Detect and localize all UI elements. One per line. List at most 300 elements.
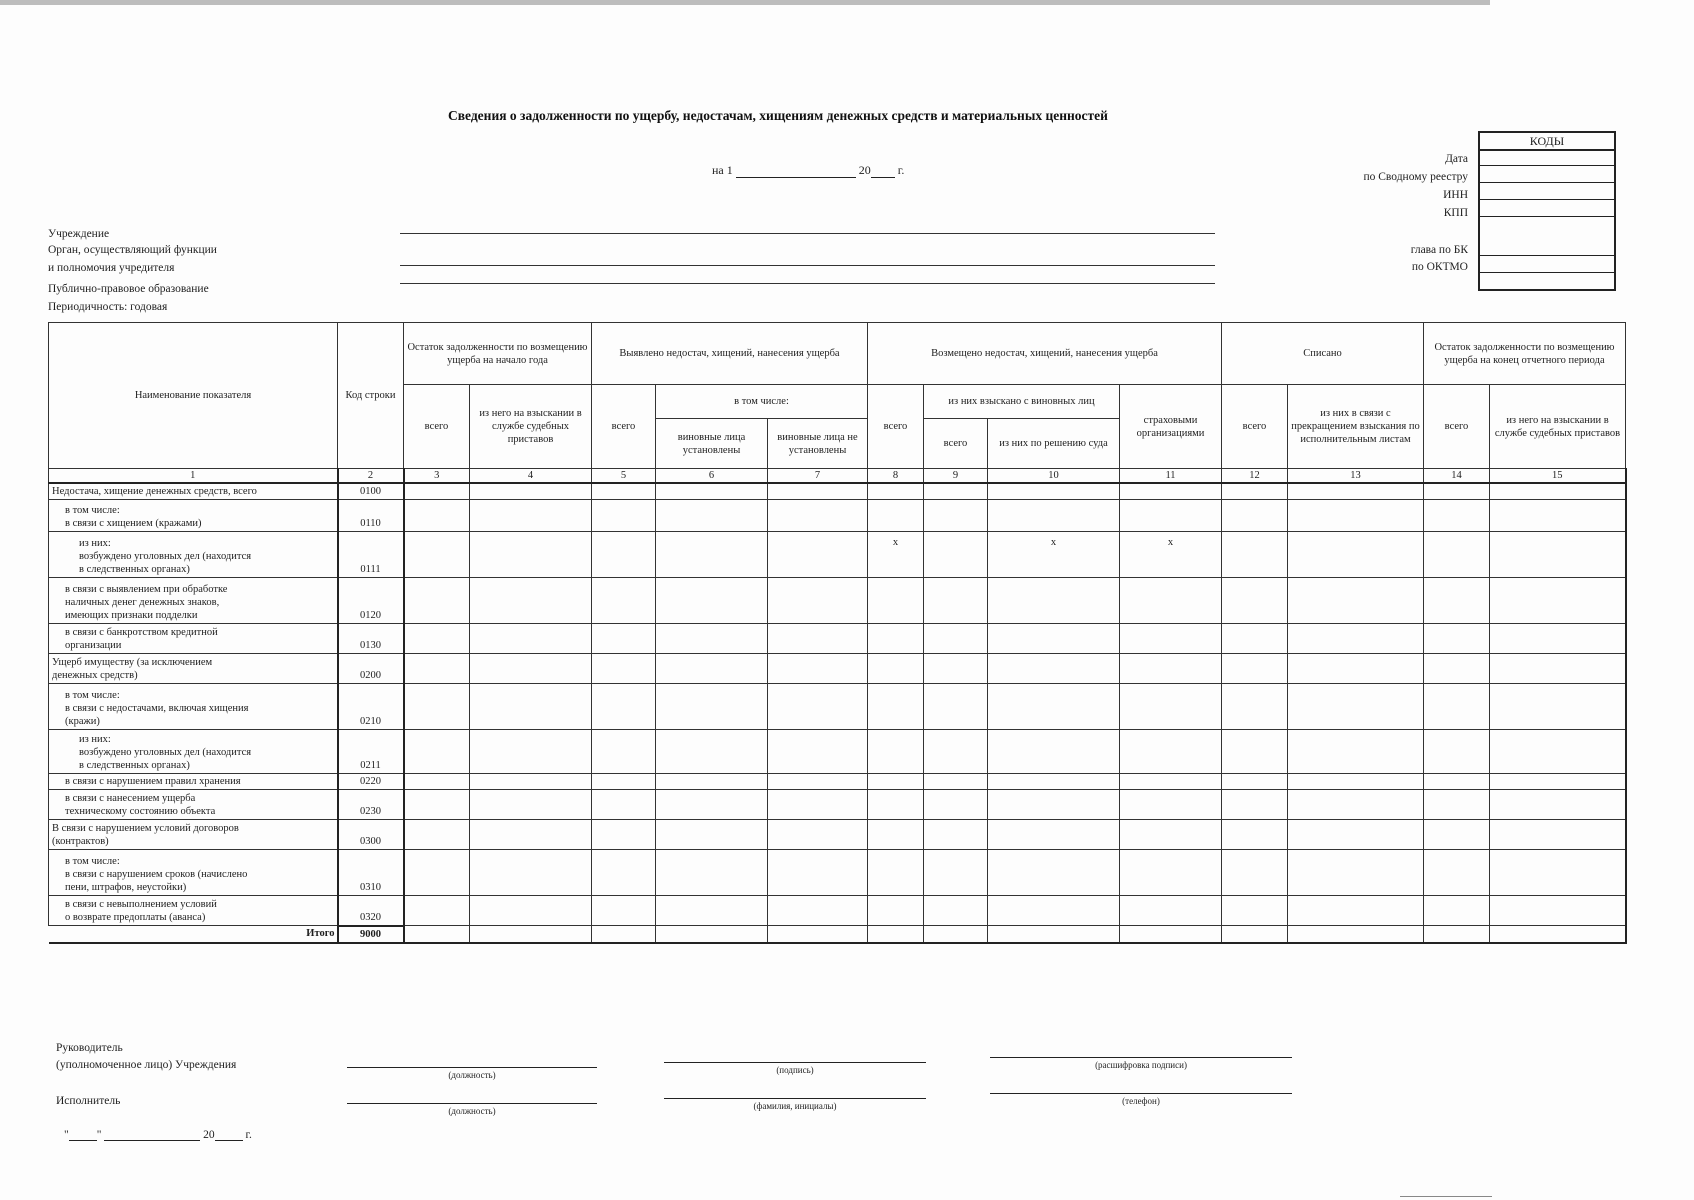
col-header-end-bailiffs: из него на взыскании в службе судебных приставов [1490, 385, 1626, 469]
value-cell[interactable] [924, 684, 988, 730]
executor-phone-field[interactable] [990, 1093, 1292, 1106]
codes-box [1478, 149, 1616, 291]
value-cell[interactable] [404, 820, 470, 850]
value-cell[interactable] [656, 790, 768, 820]
value-cell[interactable] [1120, 820, 1222, 850]
value-cell[interactable] [868, 500, 924, 532]
value-cell[interactable] [768, 532, 868, 578]
value-cell[interactable] [1490, 820, 1626, 850]
date-suffix: г. [245, 1129, 252, 1141]
table-row [49, 532, 1626, 578]
hint-signature: (подпись) [776, 1065, 814, 1075]
institution-label: Учреждение [48, 228, 110, 240]
value-cell[interactable] [1424, 624, 1490, 654]
value-cell[interactable] [1288, 850, 1424, 896]
table-row [49, 820, 1626, 850]
value-cell[interactable] [1424, 578, 1490, 624]
day-blank[interactable] [69, 1128, 97, 1141]
code-label-oktmo: по ОКТМО [1411, 261, 1468, 273]
value-cell[interactable] [1222, 850, 1288, 896]
value-cell[interactable] [1288, 820, 1424, 850]
value-cell[interactable] [656, 850, 768, 896]
total-code: 9000 [338, 926, 404, 943]
value-cell[interactable] [768, 896, 868, 926]
value-cell[interactable] [988, 820, 1120, 850]
group-header-start: Остаток задолженности по возмещению ущерба на начало года [404, 323, 592, 385]
value-cell[interactable] [868, 730, 924, 774]
col-header-wo-reason: из них в связи с прекращением взыскания по исполнительным листам [1288, 385, 1424, 469]
col-header-recovered-total: всего [924, 419, 988, 469]
value-cell[interactable] [1490, 684, 1626, 730]
authority-line [400, 265, 1215, 266]
table-row [49, 850, 1626, 896]
value-cell[interactable] [1490, 774, 1626, 790]
value-cell[interactable] [868, 483, 924, 500]
value-cell[interactable] [656, 500, 768, 532]
column-number: 3 [404, 469, 470, 484]
value-cell[interactable] [404, 578, 470, 624]
value-cell[interactable] [592, 483, 656, 500]
value-cell[interactable] [470, 483, 592, 500]
column-number: 10 [988, 469, 1120, 484]
report-table [48, 322, 1627, 944]
value-cell[interactable] [1288, 896, 1424, 926]
value-cell[interactable] [1222, 624, 1288, 654]
value-cell[interactable] [1490, 790, 1626, 820]
year-blank-2[interactable] [215, 1128, 243, 1141]
value-cell[interactable] [1288, 790, 1424, 820]
column-number: 4 [470, 469, 592, 484]
row-name: в том числе: в связи с хищением (кражами) [49, 500, 338, 532]
value-cell[interactable] [592, 624, 656, 654]
row-code: 0100 [338, 483, 404, 500]
value-cell[interactable] [868, 790, 924, 820]
group-header-reimbursed: Возмещено недостач, хищений, нанесения ущерба [868, 323, 1222, 385]
col-header-found-total: всего [592, 385, 656, 469]
value-cell[interactable] [988, 774, 1120, 790]
value-cell[interactable] [924, 774, 988, 790]
value-cell[interactable] [1222, 578, 1288, 624]
value-cell[interactable] [1288, 624, 1424, 654]
row-name: В связи с нарушением условий договоров (контрактов) [49, 820, 338, 850]
value-cell[interactable] [1288, 500, 1424, 532]
executor-label: Исполнитель [56, 1095, 121, 1107]
value-cell[interactable] [470, 896, 592, 926]
row-name: в связи с невыполнением условий о возврате предоплаты (аванса) [49, 896, 338, 926]
value-cell[interactable] [470, 730, 592, 774]
value-cell[interactable] [470, 578, 592, 624]
column-number: 2 [338, 469, 404, 484]
group-header-written-off: Списано [1222, 323, 1424, 385]
value-cell[interactable] [1222, 684, 1288, 730]
value-cell[interactable] [1120, 896, 1222, 926]
value-cell[interactable] [924, 500, 988, 532]
value-cell[interactable] [1424, 654, 1490, 684]
total-row [49, 926, 1626, 943]
code-cell-inn [1480, 183, 1614, 200]
value-cell[interactable] [656, 654, 768, 684]
col-header-start-bailiffs: из него на взыскании в службе судебных приставов [470, 385, 592, 469]
col-header-by-court: из них по решению суда [988, 419, 1120, 469]
as-of-year: 20 [858, 163, 871, 177]
row-name: из них: возбуждено уголовных дел (находится в следственных органах) [49, 532, 338, 578]
cross-mark: x [868, 532, 924, 578]
value-cell[interactable] [768, 654, 868, 684]
executor-name-field[interactable] [664, 1098, 926, 1111]
value-cell[interactable] [768, 624, 868, 654]
codes-header: КОДЫ [1478, 131, 1616, 151]
value-cell[interactable] [592, 532, 656, 578]
value-cell[interactable] [1288, 730, 1424, 774]
value-cell[interactable] [470, 654, 592, 684]
col-header-culprits-found: виновные лица установлены [656, 419, 768, 469]
value-cell[interactable] [768, 820, 868, 850]
col-header-culprits-not-found: виновные лица не установлены [768, 419, 868, 469]
table-row [49, 684, 1626, 730]
value-cell[interactable] [924, 532, 988, 578]
value-cell[interactable] [768, 578, 868, 624]
value-cell[interactable] [1490, 532, 1626, 578]
value-cell[interactable] [1424, 684, 1490, 730]
value-cell[interactable] [988, 500, 1120, 532]
value-cell[interactable] [404, 500, 470, 532]
value-cell[interactable] [924, 730, 988, 774]
total-value-cell[interactable] [470, 926, 592, 943]
column-number: 14 [1424, 469, 1490, 484]
value-cell[interactable] [1120, 483, 1222, 500]
value-cell[interactable] [1490, 500, 1626, 532]
value-cell[interactable] [988, 483, 1120, 500]
value-cell[interactable] [592, 500, 656, 532]
institution-line [400, 233, 1215, 234]
row-code: 0200 [338, 654, 404, 684]
column-number: 12 [1222, 469, 1288, 484]
col-header-including: в том числе: [656, 385, 868, 419]
row-name: в связи с нанесением ущерба техническому состоянию объекта [49, 790, 338, 820]
column-number: 8 [868, 469, 924, 484]
value-cell[interactable] [988, 624, 1120, 654]
row-code: 0220 [338, 774, 404, 790]
value-cell[interactable] [988, 654, 1120, 684]
value-cell[interactable] [1288, 774, 1424, 790]
table-row [49, 500, 1626, 532]
value-cell[interactable] [592, 730, 656, 774]
value-cell[interactable] [592, 578, 656, 624]
value-cell[interactable] [1424, 483, 1490, 500]
value-cell[interactable] [470, 532, 592, 578]
value-cell[interactable] [924, 896, 988, 926]
total-value-cell[interactable] [404, 926, 470, 943]
value-cell[interactable] [470, 820, 592, 850]
value-cell[interactable] [656, 483, 768, 500]
col-header-recovered: из них взыскано с виновных лиц [924, 385, 1120, 419]
column-number: 5 [592, 469, 656, 484]
date-quote-open: " [64, 1129, 69, 1141]
row-code: 0120 [338, 578, 404, 624]
value-cell[interactable] [1490, 896, 1626, 926]
value-cell[interactable] [404, 774, 470, 790]
value-cell[interactable] [656, 730, 768, 774]
head-label-1: Руководитель [56, 1042, 123, 1054]
row-code: 0310 [338, 850, 404, 896]
value-cell[interactable] [924, 820, 988, 850]
value-cell[interactable] [656, 820, 768, 850]
value-cell[interactable] [1424, 774, 1490, 790]
value-cell[interactable] [988, 730, 1120, 774]
value-cell[interactable] [470, 624, 592, 654]
value-cell[interactable] [988, 578, 1120, 624]
code-cell-period [1480, 273, 1614, 289]
code-cell-bk [1480, 217, 1614, 256]
value-cell[interactable] [1120, 624, 1222, 654]
value-cell[interactable] [656, 684, 768, 730]
value-cell[interactable] [868, 896, 924, 926]
value-cell[interactable] [868, 624, 924, 654]
value-cell[interactable] [1120, 500, 1222, 532]
value-cell[interactable] [592, 774, 656, 790]
code-label-bk: глава по БК [1410, 244, 1468, 256]
value-cell[interactable] [592, 896, 656, 926]
value-cell[interactable] [1490, 730, 1626, 774]
value-cell[interactable] [1288, 532, 1424, 578]
value-cell[interactable] [470, 790, 592, 820]
periodicity-label: Периодичность: годовая [48, 301, 168, 313]
row-code: 0320 [338, 896, 404, 926]
value-cell[interactable] [1222, 500, 1288, 532]
value-cell[interactable] [768, 684, 868, 730]
cross-mark: x [1120, 532, 1222, 578]
value-cell[interactable] [768, 790, 868, 820]
table-row [49, 790, 1626, 820]
table-row [49, 896, 1626, 926]
value-cell[interactable] [1424, 896, 1490, 926]
value-cell[interactable] [1222, 654, 1288, 684]
value-cell[interactable] [1490, 578, 1626, 624]
value-cell[interactable] [656, 774, 768, 790]
value-cell[interactable] [768, 850, 868, 896]
value-cell[interactable] [1424, 500, 1490, 532]
value-cell[interactable] [656, 578, 768, 624]
value-cell[interactable] [592, 684, 656, 730]
value-cell[interactable] [1490, 850, 1626, 896]
value-cell[interactable] [868, 774, 924, 790]
total-value-cell[interactable] [1222, 926, 1288, 943]
value-cell[interactable] [404, 684, 470, 730]
value-cell[interactable] [924, 483, 988, 500]
value-cell[interactable] [470, 500, 592, 532]
head-decoding-field[interactable] [990, 1057, 1292, 1070]
group-header-found: Выявлено недостач, хищений, нанесения ущерба [592, 323, 868, 385]
value-cell[interactable] [404, 850, 470, 896]
value-cell[interactable] [1120, 654, 1222, 684]
value-cell[interactable] [470, 850, 592, 896]
code-cell-kpp [1480, 200, 1614, 217]
col-header-start-total: всего [404, 385, 470, 469]
value-cell[interactable] [656, 532, 768, 578]
executor-position-field[interactable] [347, 1103, 597, 1116]
value-cell[interactable] [988, 684, 1120, 730]
value-cell[interactable] [1424, 532, 1490, 578]
column-number-row [49, 469, 1626, 484]
col-header-wo-total: всего [1222, 385, 1288, 469]
code-cell-date [1480, 149, 1614, 166]
row-code: 0300 [338, 820, 404, 850]
code-label-kpp: КПП [1443, 207, 1468, 219]
col-header-code: Код строки [338, 323, 404, 469]
value-cell[interactable] [470, 774, 592, 790]
value-cell[interactable] [656, 624, 768, 654]
value-cell[interactable] [1424, 790, 1490, 820]
total-value-cell[interactable] [868, 926, 924, 943]
cross-mark: x [988, 532, 1120, 578]
column-number: 1 [49, 469, 338, 484]
value-cell[interactable] [404, 730, 470, 774]
value-cell[interactable] [1222, 730, 1288, 774]
total-value-cell[interactable] [592, 926, 656, 943]
value-cell[interactable] [1222, 896, 1288, 926]
code-cell-registry [1480, 166, 1614, 183]
col-header-end-total: всего [1424, 385, 1490, 469]
total-value-cell[interactable] [1490, 926, 1626, 943]
value-cell[interactable] [404, 624, 470, 654]
value-cell[interactable] [924, 790, 988, 820]
value-cell[interactable] [470, 684, 592, 730]
value-cell[interactable] [1288, 654, 1424, 684]
value-cell[interactable] [1424, 850, 1490, 896]
total-value-cell[interactable] [924, 926, 988, 943]
total-value-cell[interactable] [1120, 926, 1222, 943]
value-cell[interactable] [924, 850, 988, 896]
total-value-cell[interactable] [656, 926, 768, 943]
value-cell[interactable] [1120, 684, 1222, 730]
value-cell[interactable] [868, 850, 924, 896]
row-name: в связи с выявлением при обработке наличных денег денежных знаков, имеющих признаки подделки [49, 578, 338, 624]
row-name: в связи с банкротством кредитной организации [49, 624, 338, 654]
value-cell[interactable] [656, 896, 768, 926]
as-of-suffix: г. [897, 163, 905, 177]
value-cell[interactable] [404, 532, 470, 578]
value-cell[interactable] [768, 730, 868, 774]
date-quote-close: " [96, 1129, 102, 1141]
value-cell[interactable] [404, 790, 470, 820]
value-cell[interactable] [1120, 730, 1222, 774]
value-cell[interactable] [592, 654, 656, 684]
table-row [49, 654, 1626, 684]
report-date-line [712, 163, 904, 178]
code-cell-oktmo [1480, 256, 1614, 273]
footer-mark [1400, 1196, 1492, 1197]
value-cell[interactable] [1222, 532, 1288, 578]
total-label: Итого [49, 926, 338, 943]
value-cell[interactable] [1222, 774, 1288, 790]
value-cell[interactable] [592, 790, 656, 820]
public-entity-label: Публично-правовое образование [48, 283, 209, 295]
year-blank [871, 177, 895, 178]
value-cell[interactable] [1424, 820, 1490, 850]
month-blank[interactable] [104, 1128, 200, 1141]
value-cell[interactable] [404, 483, 470, 500]
hint-position-2: (должность) [448, 1106, 496, 1116]
row-name: Недостача, хищение денежных средств, всего [49, 483, 338, 500]
value-cell[interactable] [592, 850, 656, 896]
value-cell[interactable] [924, 578, 988, 624]
total-value-cell[interactable] [1424, 926, 1490, 943]
col-header-insurers: страховыми организациями [1120, 385, 1222, 469]
col-header-reimb-total: всего [868, 385, 924, 469]
authority-label-2: и полномочия учредителя [48, 262, 175, 274]
head-position-field[interactable] [347, 1067, 597, 1080]
value-cell[interactable] [768, 500, 868, 532]
value-cell[interactable] [1222, 790, 1288, 820]
total-value-cell[interactable] [988, 926, 1120, 943]
value-cell[interactable] [1120, 790, 1222, 820]
value-cell[interactable] [924, 624, 988, 654]
value-cell[interactable] [1424, 730, 1490, 774]
code-label-inn: ИНН [1443, 189, 1468, 201]
value-cell[interactable] [1490, 624, 1626, 654]
value-cell[interactable] [988, 790, 1120, 820]
head-signature-field[interactable] [664, 1062, 926, 1075]
value-cell[interactable] [1120, 774, 1222, 790]
row-name: в том числе: в связи с нарушением сроков (начислено пени, штрафов, неустойки) [49, 850, 338, 896]
value-cell[interactable] [868, 654, 924, 684]
value-cell[interactable] [1120, 578, 1222, 624]
value-cell[interactable] [924, 654, 988, 684]
value-cell[interactable] [1490, 483, 1626, 500]
total-value-cell[interactable] [768, 926, 868, 943]
row-name: из них: возбуждено уголовных дел (находится в следственных органах) [49, 730, 338, 774]
value-cell[interactable] [1288, 578, 1424, 624]
value-cell[interactable] [768, 774, 868, 790]
col-header-name: Наименование показателя [49, 323, 338, 469]
value-cell[interactable] [1222, 483, 1288, 500]
value-cell[interactable] [988, 896, 1120, 926]
value-cell[interactable] [868, 820, 924, 850]
value-cell[interactable] [1222, 820, 1288, 850]
value-cell[interactable] [1490, 654, 1626, 684]
value-cell[interactable] [1288, 684, 1424, 730]
hint-phone: (телефон) [1122, 1096, 1160, 1106]
value-cell[interactable] [988, 850, 1120, 896]
table-row [49, 624, 1626, 654]
value-cell[interactable] [404, 896, 470, 926]
value-cell[interactable] [868, 684, 924, 730]
row-code: 0230 [338, 790, 404, 820]
column-number: 15 [1490, 469, 1626, 484]
group-header-end: Остаток задолженности по возмещению ущерба на конец отчетного периода [1424, 323, 1626, 385]
as-of-prefix: на 1 [712, 163, 733, 177]
authority-label-1: Орган, осуществляющий функции [48, 244, 217, 256]
head-label-2: (уполномоченное лицо) Учреждения [56, 1059, 237, 1071]
column-number: 13 [1288, 469, 1424, 484]
value-cell[interactable] [592, 820, 656, 850]
value-cell[interactable] [404, 654, 470, 684]
code-label-date: Дата [1445, 153, 1468, 165]
code-label-registry: по Сводному реестру [1363, 171, 1468, 183]
value-cell[interactable] [1120, 850, 1222, 896]
date-blank [736, 177, 856, 178]
row-name: в связи с нарушением правил хранения [49, 774, 338, 790]
row-code: 0211 [338, 730, 404, 774]
total-value-cell[interactable] [1288, 926, 1424, 943]
head-label [56, 1040, 236, 1074]
value-cell[interactable] [868, 578, 924, 624]
hint-decoding: (расшифровка подписи) [1095, 1060, 1187, 1070]
row-name: Ущерб имуществу (за исключением денежных средств) [49, 654, 338, 684]
report-body [49, 483, 1626, 943]
value-cell[interactable] [768, 483, 868, 500]
value-cell[interactable] [1288, 483, 1424, 500]
